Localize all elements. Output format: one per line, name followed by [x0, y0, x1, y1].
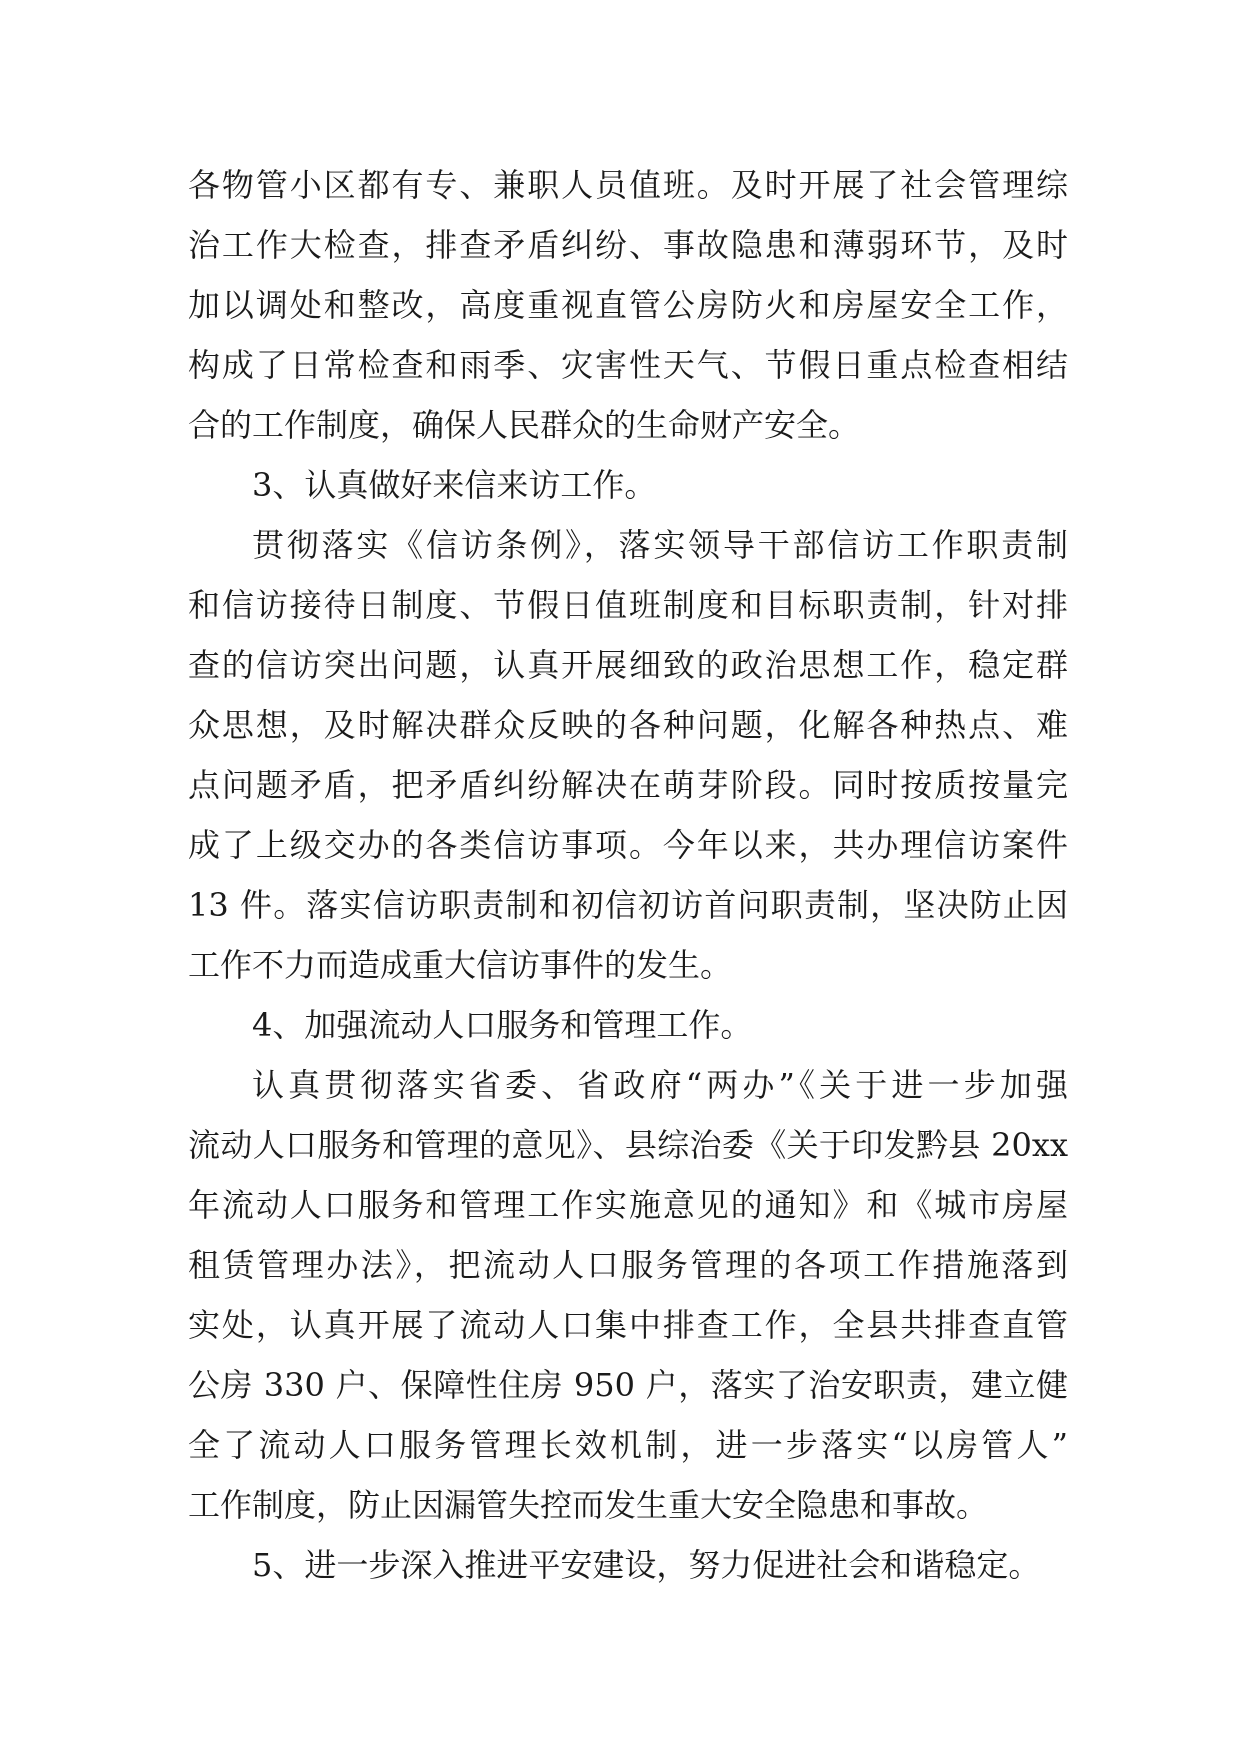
text-line: 成了上级交办的各类信访事项。今年以来，共办理信访案件 [188, 826, 1068, 864]
text-line: 工作不力而造成重大信访事件的发生。 [188, 946, 733, 984]
body-text [188, 155, 1068, 1595]
text-line: 工作制度，防止因漏管失控而发生重大安全隐患和事故。 [188, 1486, 989, 1524]
text-line: 实处，认真开展了流动人口集中排查工作，全县共排查直管 [188, 1306, 1068, 1344]
text-line: 流动人口服务和管理的意见》、县综治委《关于印发黔县 20xx [188, 1126, 1068, 1164]
text-line: 查的信访突出问题，认真开展细致的政治思想工作，稳定群 [188, 646, 1068, 684]
text-line: 公房 330 户、保障性住房 950 户，落实了治安职责，建立健 [188, 1366, 1068, 1404]
text-line: 众思想，及时解决群众反映的各种问题，化解各种热点、难 [188, 706, 1068, 744]
text-line: 13 件。落实信访职责制和初信初访首问职责制，坚决防止因 [188, 886, 1068, 924]
section-heading: 5、进一步深入推进平安建设，努力促进社会和谐稳定。 [252, 1546, 1041, 1584]
text-line: 合的工作制度，确保人民群众的生命财产安全。 [188, 406, 861, 444]
text-line: 加以调处和整改，高度重视直管公房防火和房屋安全工作， [188, 286, 1068, 324]
text-line: 各物管小区都有专、兼职人员值班。及时开展了社会管理综 [188, 166, 1068, 204]
section-heading: 3、认真做好来信来访工作。 [252, 466, 657, 504]
text-line: 租赁管理办法》，把流动人口服务管理的各项工作措施落到 [188, 1246, 1068, 1284]
text-line: 点问题矛盾，把矛盾纠纷解决在萌芽阶段。同时按质按量完 [188, 766, 1068, 804]
text-line: 年流动人口服务和管理工作实施意见的通知》和《城市房屋 [188, 1186, 1068, 1224]
text-line: 全了流动人口服务管理长效机制，进一步落实“以房管人” [188, 1426, 1068, 1464]
text-line: 认真贯彻落实省委、省政府“两办”《关于进一步加强 [252, 1066, 1068, 1104]
section-heading: 4、加强流动人口服务和管理工作。 [252, 1006, 753, 1044]
text-line: 和信访接待日制度、节假日值班制度和目标职责制，针对排 [188, 586, 1068, 624]
text-line: 构成了日常检查和雨季、灾害性天气、节假日重点检查相结 [188, 346, 1068, 384]
text-line: 贯彻落实《信访条例》，落实领导干部信访工作职责制 [252, 526, 1068, 564]
text-line: 治工作大检查，排查矛盾纠纷、事故隐患和薄弱环节，及时 [188, 226, 1068, 264]
